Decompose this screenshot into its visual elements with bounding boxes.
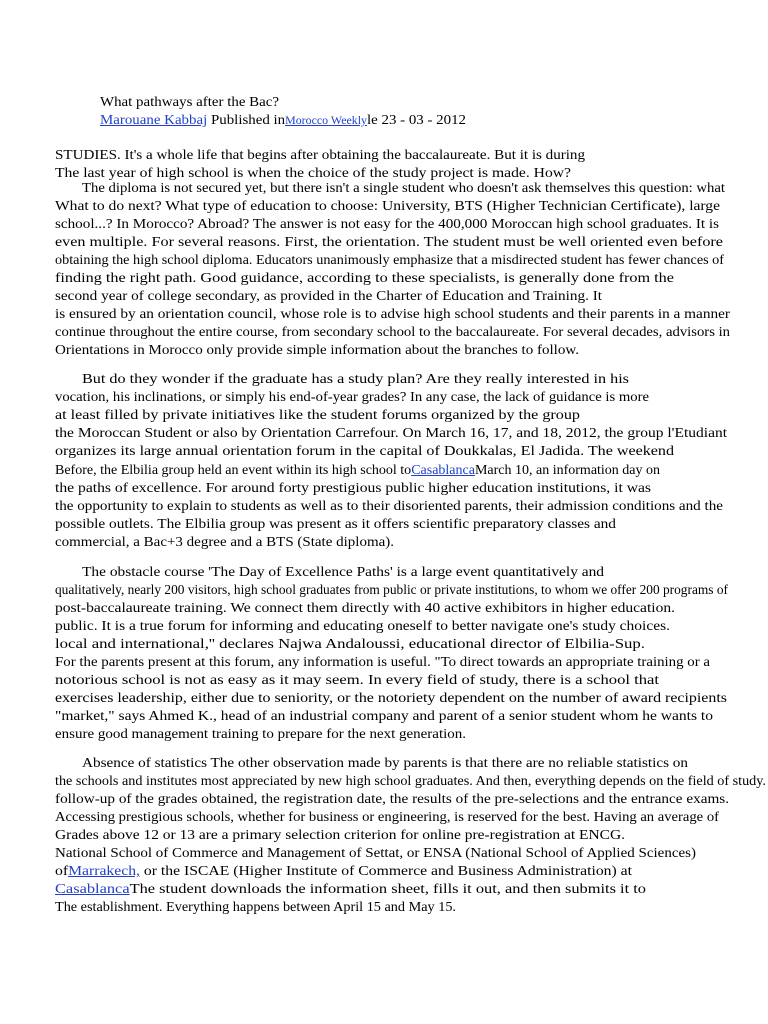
- text-segment: continue throughout the entire course, from secondary school to the baccalaureate. For several decades, advisors in: [55, 325, 731, 340]
- text-line: [55, 482, 651, 496]
- published-in-label: Published in: [210, 113, 286, 128]
- text-segment: Accessing prestigious schools, whether for business or engineering, is reserved for the best. Having an average of: [55, 810, 719, 825]
- text-line: [55, 218, 719, 232]
- source-link[interactable]: Morocco Weekly: [285, 115, 368, 127]
- text-line: [55, 638, 645, 652]
- text-line: [55, 200, 720, 214]
- text-segment: at least filled by private initiatives like the student forums organized by the group: [55, 408, 580, 423]
- text-line: [82, 182, 725, 196]
- place-link[interactable]: Casablanca: [55, 882, 130, 897]
- text-segment: school...? In Morocco? Abroad? The answer is not easy for the 400,000 Moroccan high school graduates. It is: [55, 217, 720, 232]
- text-segment: organizes its large annual orientation forum in the capital of Doukkalas, El Jadida. The weekend: [55, 444, 675, 459]
- text-line: [55, 775, 766, 789]
- text-segment: For the parents present at this forum, any information is useful. "To direct towards an appropriate training or a: [55, 655, 710, 670]
- text-segment: The obstacle course 'The Day of Excellence Paths' is a large event quantitatively and: [82, 565, 605, 580]
- text-line: [55, 254, 724, 268]
- text-segment: finding the right path. Good guidance, according to these specialists, is generally done from the: [55, 271, 674, 286]
- text-line: [55, 290, 602, 304]
- text-segment: vocation, his inclinations, or simply his end-of-year grades? In any case, the lack of guidance is more: [55, 390, 649, 405]
- text-line: [55, 620, 670, 634]
- text-segment: the opportunity to explain to students as well as to their disoriented parents, their admission conditions and the: [55, 499, 723, 514]
- text-line: [82, 373, 629, 387]
- text-segment: or the ISCAE (Higher Institute of Commerce and Business Administration) at: [139, 864, 632, 879]
- text-line: [55, 445, 674, 459]
- text-segment: The student downloads the information sheet, fills it out, and then submits it to: [129, 882, 647, 897]
- text-line: [55, 536, 394, 550]
- text-line: [55, 149, 585, 163]
- text-line: [55, 344, 579, 358]
- text-segment: even multiple. For several reasons. First, the orientation. The student must be well oriented even before: [55, 235, 724, 250]
- text-segment: The establishment. Everything happens between April 15 and May 15.: [55, 900, 456, 915]
- text-segment: National School of Commerce and Management of Settat, or ENSA (National School of Applied Sciences): [55, 846, 696, 861]
- text-line: [55, 847, 696, 861]
- text-segment: qualitatively, nearly 200 visitors, high school graduates from public or private institutions, to whom we offer 200 programs of: [55, 583, 728, 598]
- text-segment: public. It is a true forum for informing and educating oneself to better navigate one's study choices.: [55, 619, 670, 634]
- text-line: [55, 811, 719, 825]
- text-segment: Absence of statistics The other observation made by parents is that there are no reliable statistics on: [82, 756, 689, 771]
- text-line: [55, 464, 660, 478]
- text-segment: exercises leadership, either due to seniority, or the notoriety dependent on the number of award recipients: [55, 691, 727, 706]
- text-segment: possible outlets. The Elbilia group was present as it offers scientific preparatory classes and: [55, 517, 616, 532]
- text-line: [55, 518, 616, 532]
- text-segment: the paths of excellence. For around forty prestigious public higher education institutions, it was: [55, 481, 652, 496]
- text-segment: the Moroccan Student or also by Orientation Carrefour. On March 16, 17, and 18, 2012, the group l'Etudiant: [55, 426, 728, 441]
- text-segment: Before, the Elbilia group held an event within its high school to: [55, 463, 412, 478]
- article-title: What pathways after the Bac?: [100, 95, 280, 110]
- text-line: [55, 409, 580, 423]
- text-segment: obtaining the high school diploma. Educators unanimously emphasize that a misdirected student has fewer chances of: [55, 253, 725, 268]
- text-line: [55, 391, 649, 405]
- text-line: [82, 757, 688, 771]
- text-line: [55, 326, 730, 340]
- text-segment: of: [55, 864, 69, 879]
- text-segment: The diploma is not secured yet, but there isn't a single student who doesn't ask themselves this question: what: [82, 181, 725, 196]
- text-line: [55, 167, 571, 181]
- author-link[interactable]: Marouane Kabbaj: [100, 113, 208, 128]
- text-segment: post-baccalaureate training. We connect them directly with 40 active exhibitors in higher education.: [55, 601, 676, 616]
- text-segment: March 10, an information day on: [474, 463, 661, 478]
- place-link[interactable]: Marrakech,: [68, 864, 140, 879]
- text-segment: ensure good management training to prepare for the next generation.: [55, 727, 467, 742]
- text-segment: STUDIES. It's a whole life that begins after obtaining the baccalaureate. But it is during: [55, 148, 586, 163]
- text-segment: Grades above 12 or 13 are a primary selection criterion for online pre-registration at ENCG.: [55, 828, 625, 843]
- publish-date: le 23 - 03 - 2012: [367, 113, 466, 128]
- text-line: [55, 584, 728, 598]
- text-line: [55, 602, 675, 616]
- byline: [100, 114, 466, 128]
- text-line: [55, 308, 730, 322]
- text-segment: is ensured by an orientation council, whose role is to advise high school students and their parents in a manner: [55, 307, 730, 322]
- text-line: [55, 692, 727, 706]
- text-segment: "market," says Ahmed K., head of an industrial company and parent of a senior student whom he wants to: [55, 709, 713, 724]
- text-line: [55, 272, 674, 286]
- text-segment: local and international,'' declares Najwa Andaloussi, educational director of Elbilia-Sup.: [55, 637, 645, 652]
- text-line: [55, 829, 625, 843]
- text-line: [55, 236, 723, 250]
- text-line: [55, 728, 466, 742]
- text-line: [55, 710, 713, 724]
- text-segment: The last year of high school is when the choice of the study project is made. How?: [55, 166, 571, 181]
- text-segment: commercial, a Bac+3 degree and a BTS (State diploma).: [55, 535, 395, 550]
- text-line: [55, 865, 632, 879]
- text-segment: What to do next? What type of education to choose: University, BTS (Higher Technician Certificate), large: [55, 199, 720, 214]
- text-line: [82, 566, 604, 580]
- text-segment: Orientations in Morocco only provide simple information about the branches to follow.: [55, 343, 580, 358]
- text-line: [55, 427, 727, 441]
- place-link[interactable]: Casablanca: [411, 463, 475, 478]
- text-line: [55, 883, 646, 897]
- text-segment: notorious school is not as easy as it may seem. In every field of study, there is a school that: [55, 673, 660, 688]
- text-segment: follow-up of the grades obtained, the registration date, the results of the pre-selections and the entrance exams.: [55, 792, 730, 807]
- text-segment: But do they wonder if the graduate has a study plan? Are they really interested in his: [82, 372, 629, 387]
- text-segment: the schools and institutes most appreciated by new high school graduates. And then, everything depends on the field of study.: [55, 774, 766, 789]
- text-line: [55, 901, 456, 915]
- text-line: [55, 674, 659, 688]
- text-line: [55, 793, 729, 807]
- text-line: [55, 656, 710, 670]
- text-line: [55, 500, 723, 514]
- text-segment: second year of college secondary, as provided in the Charter of Education and Training. It: [55, 289, 603, 304]
